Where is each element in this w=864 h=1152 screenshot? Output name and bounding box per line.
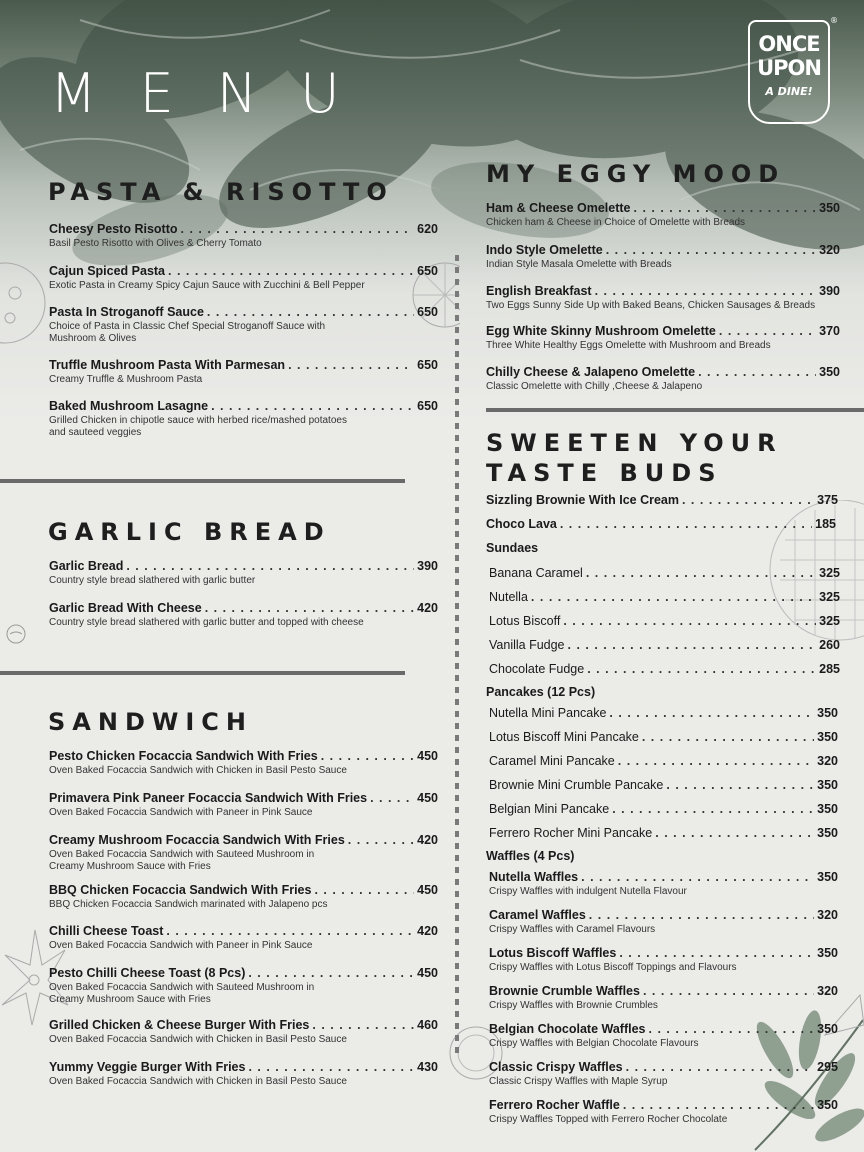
menu-item: Nutella . . . 325 bbox=[489, 590, 840, 604]
menu-item: Ham & Cheese Omelette . . . 350 Chicken ham & Cheese in Choice of Omelette with Breads bbox=[486, 201, 840, 229]
section-title-pasta-risotto: PASTA & RISOTTO bbox=[48, 178, 394, 206]
menu-item: Chilli Cheese Toast . . . 420 Oven Baked Focaccia Sandwich with Paneer in Pink Sauce bbox=[49, 924, 438, 952]
section-title-sandwich: SANDWICH bbox=[48, 708, 253, 736]
menu-item: Lotus Biscoff Mini Pancake . . . 350 bbox=[489, 730, 838, 744]
menu-item: Garlic Bread . . . 390 Country style bread slathered with garlic butter bbox=[49, 559, 438, 587]
subsection-label-sundaes: Sundaes bbox=[486, 541, 539, 555]
menu-item: Grilled Chicken & Cheese Burger With Fries . . . 460 Oven Baked Focaccia Sandwich with Chicken in Basil Pesto Sauce bbox=[49, 1018, 438, 1046]
menu-item: Sizzling Brownie With Ice Cream . . . 375 bbox=[486, 493, 838, 507]
subsection-label-pancakes: Pancakes (12 Pcs) bbox=[486, 685, 596, 699]
menu-item: Brownie Mini Crumble Pancake . . . 350 bbox=[489, 778, 838, 792]
menu-item: Garlic Bread With Cheese . . . 420 Country style bread slathered with garlic butter and topped with cheese bbox=[49, 601, 438, 629]
menu-item: Banana Caramel . . . 325 bbox=[489, 566, 840, 580]
menu-item: Primavera Pink Paneer Focaccia Sandwich With Fries . . . 450 Oven Baked Focaccia Sandwich with Paneer in Pink Sauce bbox=[49, 791, 438, 819]
menu-title: MENU bbox=[50, 62, 383, 125]
menu-item: Brownie Crumble Waffles . . . 320 Crispy Waffles with Brownie Crumbles bbox=[489, 984, 838, 1012]
menu-item: Truffle Mushroom Pasta With Parmesan . . . 650 Creamy Truffle & Mushroom Pasta bbox=[49, 358, 438, 386]
menu-item: Indo Style Omelette . . . 320 Indian Style Masala Omelette with Breads bbox=[486, 243, 840, 271]
menu-item: Yummy Veggie Burger With Fries . . . 430 Oven Baked Focaccia Sandwich with Chicken in Basil Pesto Sauce bbox=[49, 1060, 438, 1088]
menu-item: Nutella Mini Pancake . . . 350 bbox=[489, 706, 838, 720]
menu-item: Chocolate Fudge . . . 285 bbox=[489, 662, 840, 676]
section-title-my-eggy-mood: MY EGGY MOOD bbox=[486, 160, 786, 188]
menu-item: Cheesy Pesto Risotto . . . 620 Basil Pesto Risotto with Olives & Cherry Tomato bbox=[49, 222, 438, 250]
menu-item: Chilly Cheese & Jalapeno Omelette . . . 350 Classic Omelette with Chilly ,Cheese & Jalapeno bbox=[486, 365, 840, 393]
menu-item: Belgian Mini Pancake . . . 350 bbox=[489, 802, 838, 816]
menu-item: Baked Mushroom Lasagne . . . 650 Grilled Chicken in chipotle sauce with herbed rice/mashed potatoes and sauteed veggies bbox=[49, 399, 438, 439]
menu-item: Egg White Skinny Mushroom Omelette . . . 370 Three White Healthy Eggs Omelette with Mushroom and Breads bbox=[486, 324, 840, 352]
menu-item: Creamy Mushroom Focaccia Sandwich With Fries . . . 420 Oven Baked Focaccia Sandwich with Sauteed Mushroom in Creamy Mushroom Sauce with Fries bbox=[49, 833, 438, 873]
menu-item: Pesto Chicken Focaccia Sandwich With Fries . . . 450 Oven Baked Focaccia Sandwich with Chicken in Basil Pesto Sauce bbox=[49, 749, 438, 777]
menu-item: Ferrero Rocher Waffle . . . 350 Crispy Waffles Topped with Ferrero Rocher Chocolate bbox=[489, 1098, 838, 1126]
menu-item: Caramel Waffles . . . 320 Crispy Waffles with Caramel Flavours bbox=[489, 908, 838, 936]
menu-item: Belgian Chocolate Waffles . . . 350 Crispy Waffles with Belgian Chocolate Flavours bbox=[489, 1022, 838, 1050]
menu-item: Nutella Waffles . . . 350 Crispy Waffles with indulgent Nutella Flavour bbox=[489, 870, 838, 898]
menu-item: Lotus Biscoff . . . 325 bbox=[489, 614, 840, 628]
menu-item: Caramel Mini Pancake . . . 320 bbox=[489, 754, 838, 768]
menu-item: Lotus Biscoff Waffles . . . 350 Crispy Waffles with Lotus Biscoff Toppings and Flavours bbox=[489, 946, 838, 974]
menu-item: Choco Lava . . . 185 bbox=[486, 517, 836, 531]
menu-item: Vanilla Fudge . . . 260 bbox=[489, 638, 840, 652]
menu-item: Cajun Spiced Pasta . . . 650 Exotic Pasta in Creamy Spicy Cajun Sauce with Zucchini & Bell Pepper bbox=[49, 264, 438, 292]
menu-item: Ferrero Rocher Mini Pancake . . . 350 bbox=[489, 826, 838, 840]
section-divider bbox=[486, 408, 864, 412]
small-lemon-sketch-icon bbox=[4, 622, 28, 646]
menu-item: English Breakfast . . . 390 Two Eggs Sunny Side Up with Baked Beans, Chicken Sausages & Breads bbox=[486, 284, 840, 312]
menu-item: BBQ Chicken Focaccia Sandwich With Fries . . . 450 BBQ Chicken Focaccia Sandwich marinated with Jalapeno pcs bbox=[49, 883, 438, 911]
column-divider bbox=[455, 255, 459, 1055]
menu-item: Pasta In Stroganoff Sauce . . . 650 Choice of Pasta in Classic Chef Special Stroganoff Sauce with Mushroom & Olives bbox=[49, 305, 438, 345]
section-divider bbox=[0, 479, 405, 483]
subsection-label-waffles: Waffles (4 Pcs) bbox=[486, 849, 575, 863]
menu-item: Classic Crispy Waffles . . . 295 Classic Crispy Waffles with Maple Syrup bbox=[489, 1060, 838, 1088]
section-divider bbox=[0, 671, 405, 675]
menu-item: Pesto Chilli Cheese Toast (8 Pcs) . . . 450 Oven Baked Focaccia Sandwich with Sauteed Mushroom in Creamy Mushroom Sauce with Fries bbox=[49, 966, 438, 1006]
section-title-sweeten-your-taste-buds: SWEETEN YOUR TASTE BUDS bbox=[486, 429, 783, 487]
once-upon-a-dine-logo: ® ONCE UPON A DINE! bbox=[748, 20, 830, 124]
section-title-garlic-bread: GARLIC BREAD bbox=[48, 518, 331, 546]
